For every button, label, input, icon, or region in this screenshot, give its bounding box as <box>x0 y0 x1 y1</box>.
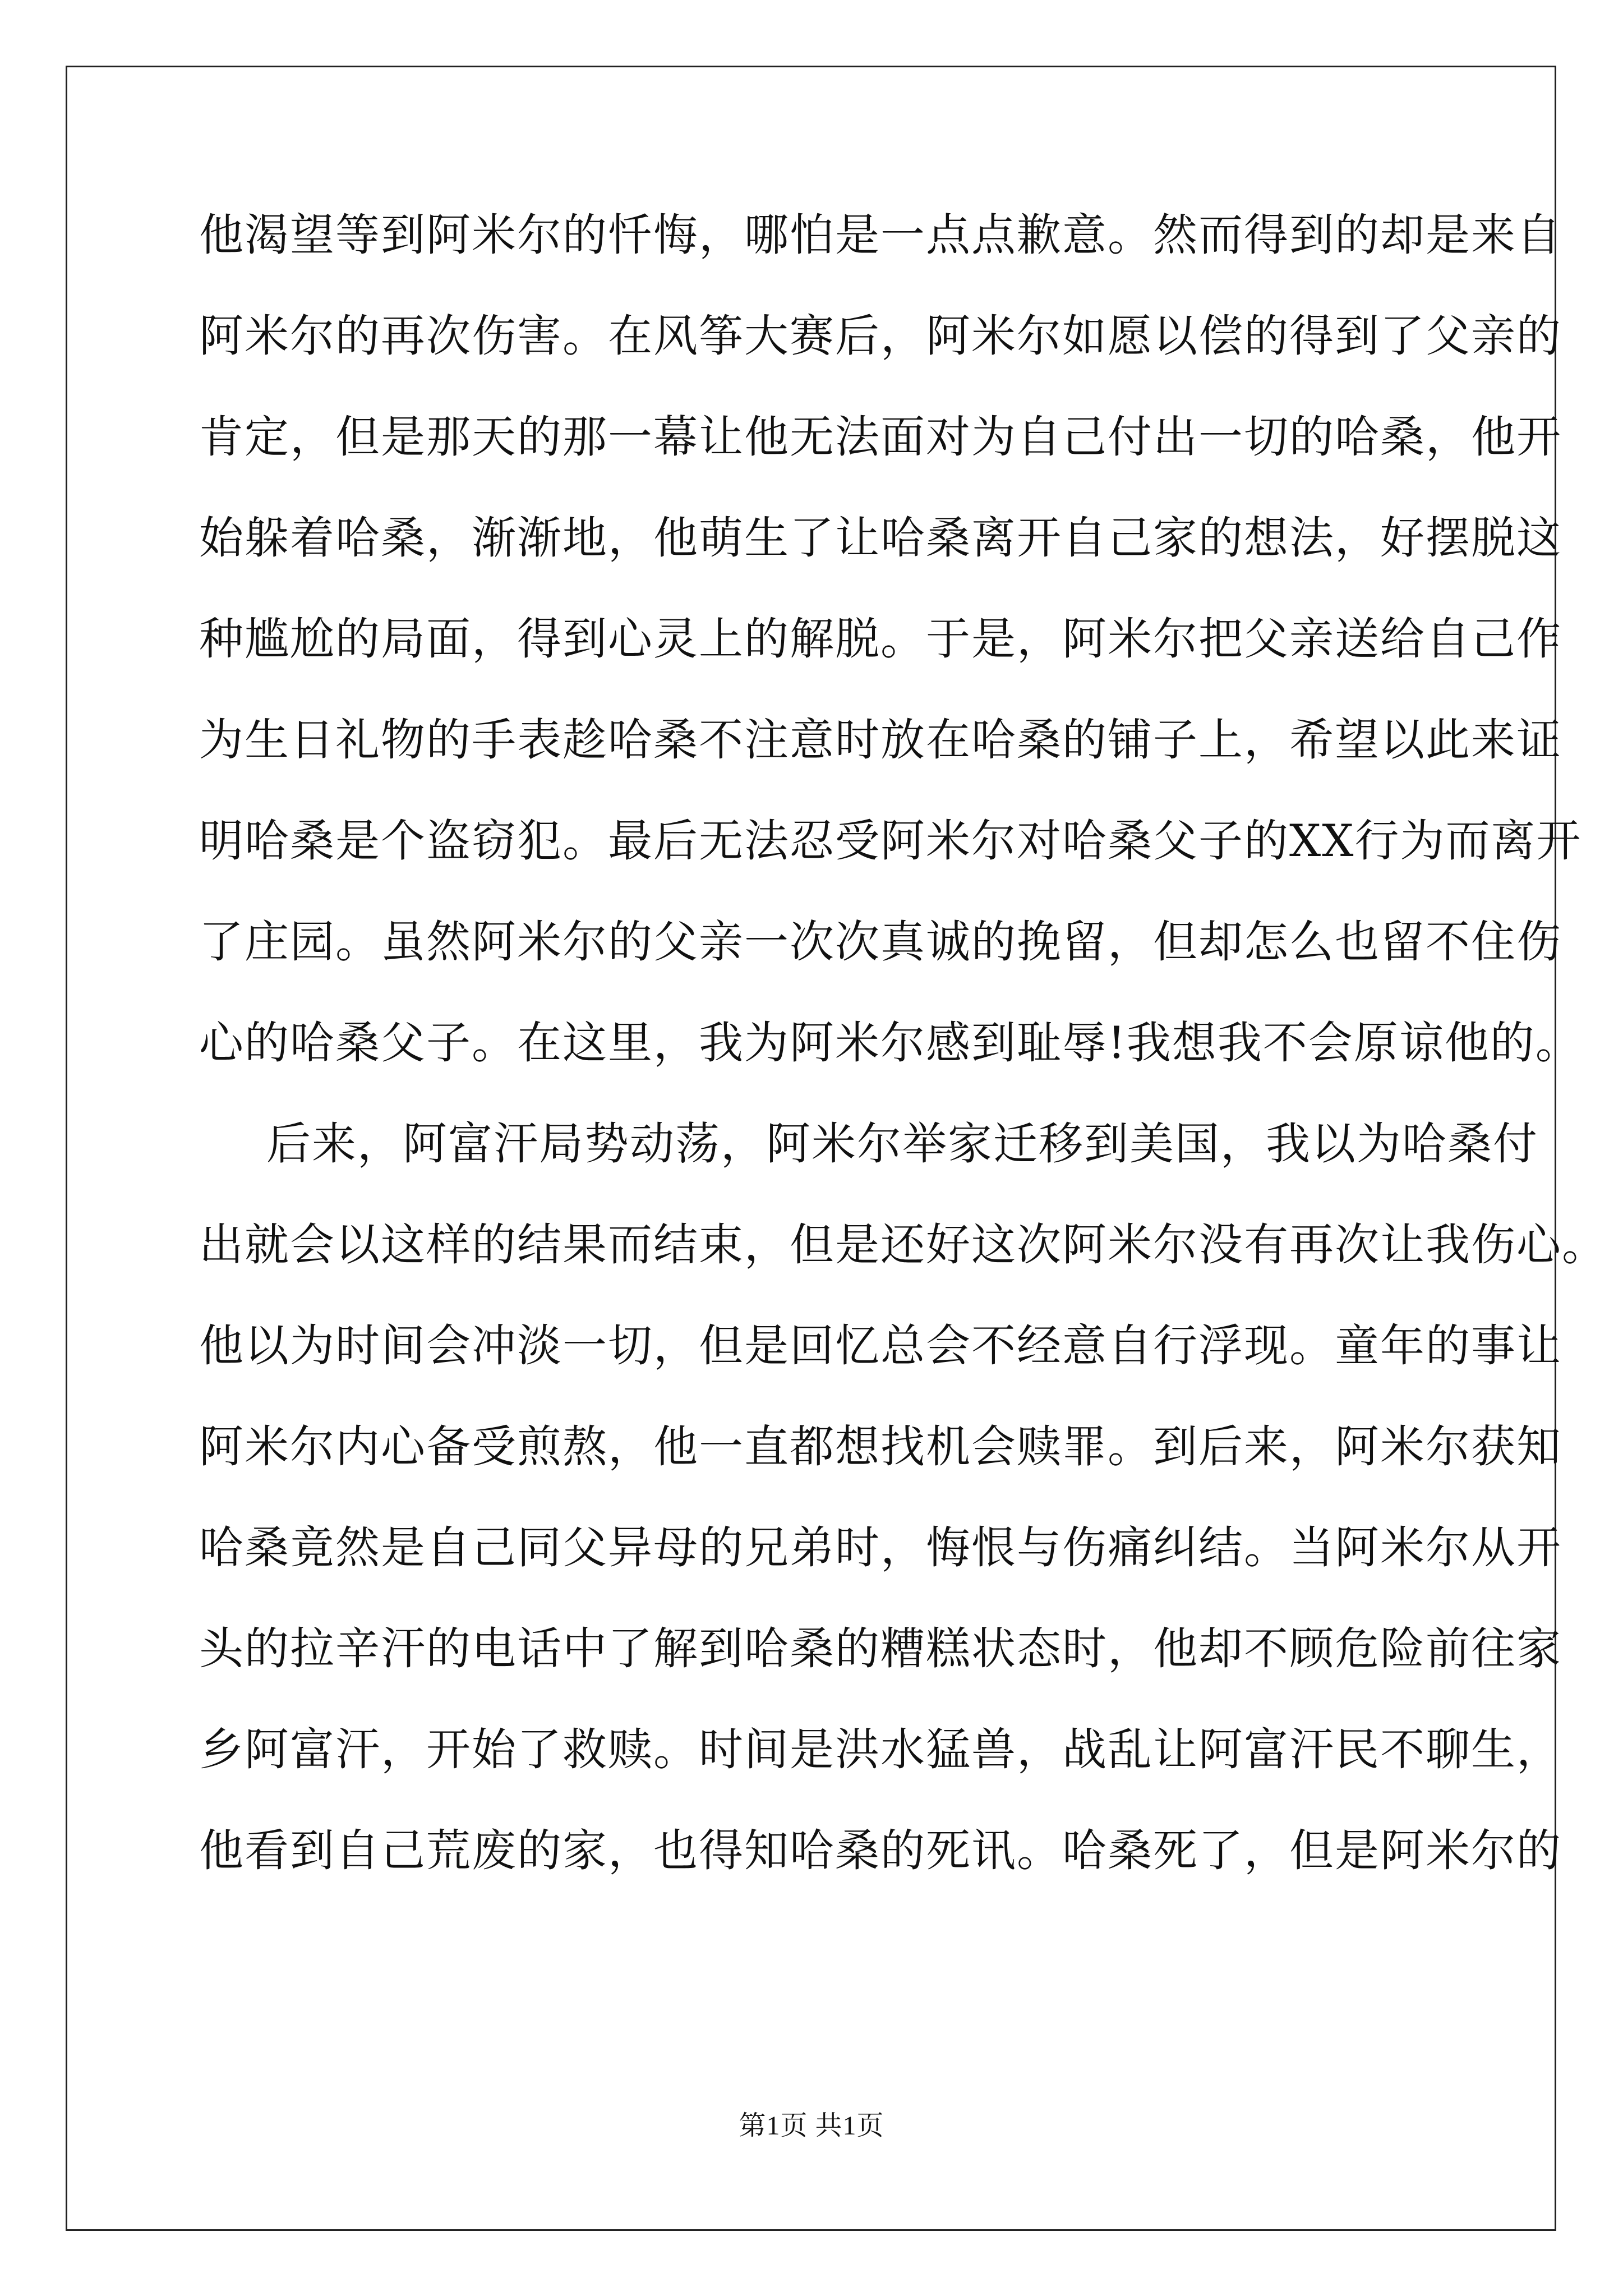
paragraph-start-line: 后来，阿富汗局势动荡，阿米尔举家迁移到美国，我以为哈桑付 <box>266 1118 1538 1170</box>
text-line: 明哈桑是个盗窃犯。最后无法忍受阿米尔对哈桑父子的XX行为而离开 <box>199 815 1582 867</box>
text-line: 出就会以这样的结果而结束，但是还好这次阿米尔没有再次让我伤心。 <box>199 1219 1607 1271</box>
text-line: 种尴尬的局面，得到心灵上的解脱。于是，阿米尔把父亲送给自己作 <box>199 613 1562 665</box>
text-line: 他看到自己荒废的家，也得知哈桑的死讯。哈桑死了，但是阿米尔的 <box>199 1825 1562 1876</box>
body-text <box>199 203 1607 1920</box>
text-line: 哈桑竟然是自己同父异母的兄弟时，悔恨与伤痛纠结。当阿米尔从开 <box>199 1522 1562 1573</box>
text-line: 始躲着哈桑，渐渐地，他萌生了让哈桑离开自己家的想法，好摆脱这 <box>199 512 1562 564</box>
text-line: 了庄园。虽然阿米尔的父亲一次次真诚的挽留，但却怎么也留不住伤 <box>199 916 1562 968</box>
text-line: 乡阿富汗，开始了救赎。时间是洪水猛兽，战乱让阿富汗民不聊生， <box>199 1724 1562 1775</box>
text-line: 为生日礼物的手表趁哈桑不注意时放在哈桑的铺子上，希望以此来证 <box>199 714 1562 766</box>
text-line: 阿米尔内心备受煎熬，他一直都想找机会赎罪。到后来，阿米尔获知 <box>199 1421 1562 1473</box>
text-line: 阿米尔的再次伤害。在风筝大赛后，阿米尔如愿以偿的得到了父亲的 <box>199 310 1562 362</box>
text-line: 心的哈桑父子。在这里，我为阿米尔感到耻辱!我想我不会原谅他的。 <box>199 1017 1581 1069</box>
page-number-footer: 第1页 共1页 <box>739 2111 884 2141</box>
text-line: 他渴望等到阿米尔的忏悔，哪怕是一点点歉意。然而得到的却是来自 <box>199 209 1562 261</box>
text-line: 肯定，但是那天的那一幕让他无法面对为自己付出一切的哈桑，他开 <box>199 411 1562 463</box>
text-line: 他以为时间会冲淡一切，但是回忆总会不经意自行浮现。童年的事让 <box>199 1320 1562 1372</box>
text-line: 头的拉辛汗的电话中了解到哈桑的糟糕状态时，他却不顾危险前往家 <box>199 1623 1562 1674</box>
